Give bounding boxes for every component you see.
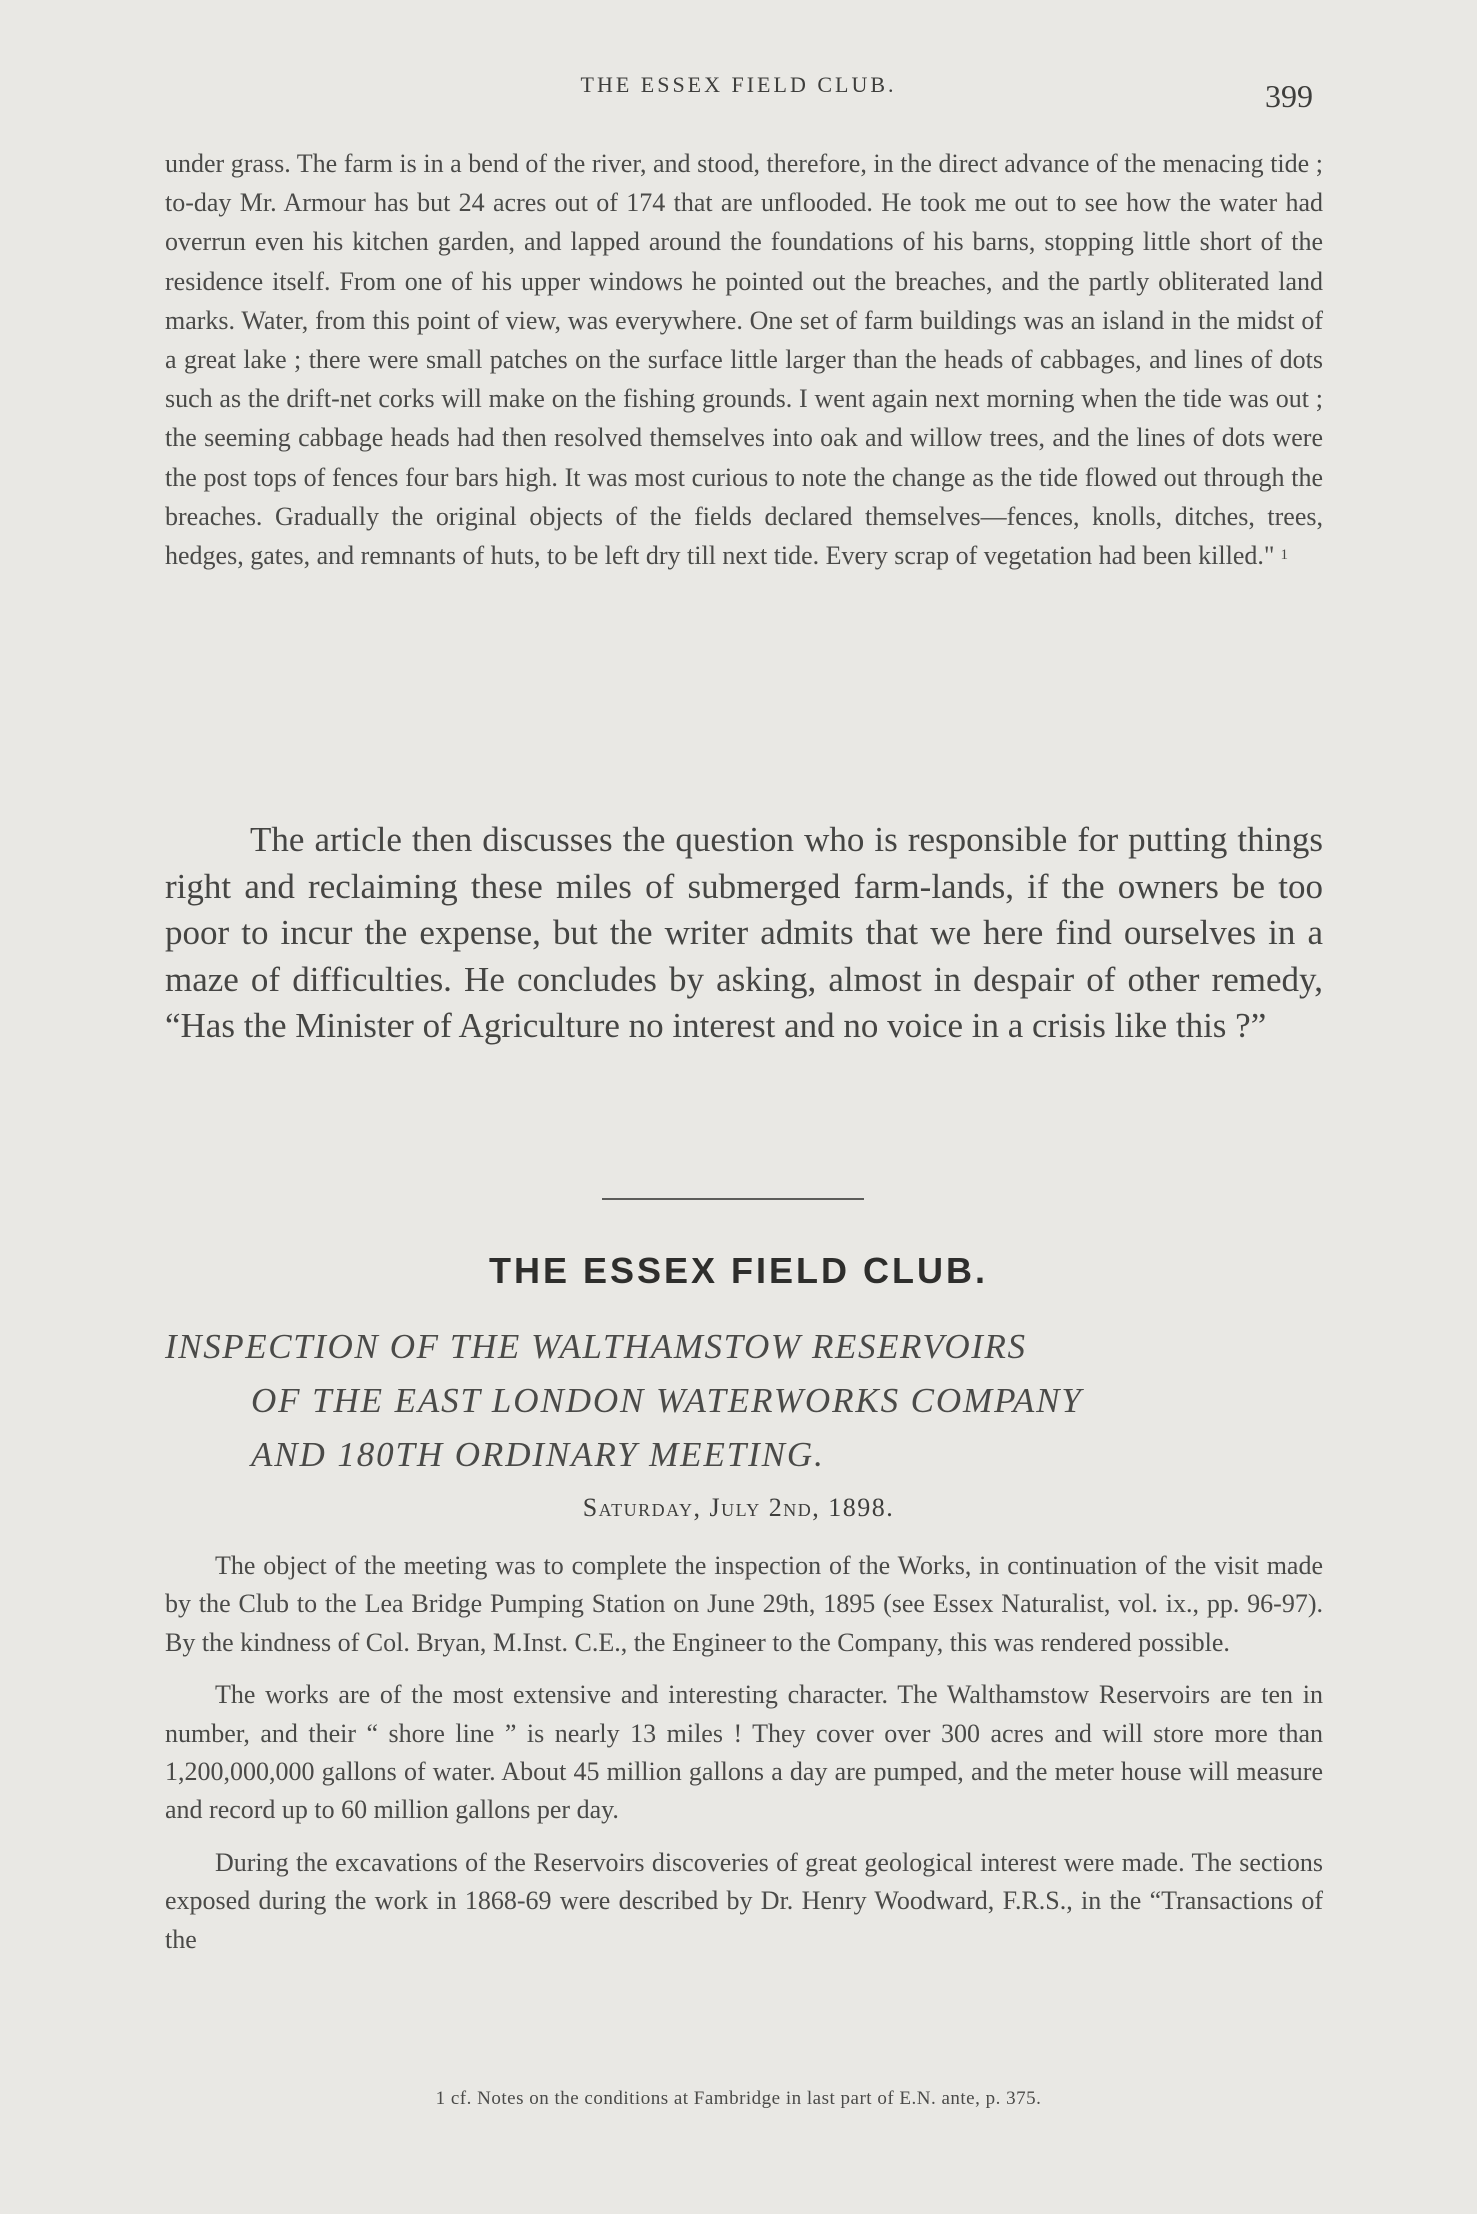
meeting-date: Saturday, July 2nd, 1898. xyxy=(582,1493,895,1522)
article-paragraph: The article then discusses the question who is responsible for putting things right and reclaiming these miles of submerged farm-lands, if the owners be too poor to incur the expense, but the writer admits that we here find ourselves in a maze of difficulties. He concludes by asking, almost in despair of other remedy, “Has the Minister of Agriculture no interest and no voice in a crisis like this ?” xyxy=(165,820,1323,1045)
article-summary xyxy=(165,817,1323,1050)
footnote-reference: 1 xyxy=(1280,547,1289,564)
section-divider xyxy=(602,1198,864,1200)
page-number: 399 xyxy=(1265,78,1313,114)
quoted-passage xyxy=(165,144,1323,575)
meeting-report xyxy=(165,1547,1323,1973)
running-title: THE ESSEX FIELD CLUB. xyxy=(580,72,897,97)
section-subtitle xyxy=(165,1320,1325,1482)
section-title: THE ESSEX FIELD CLUB. xyxy=(488,1250,989,1291)
quote-text: under grass. The farm is in a bend of the river, and stood, therefore, in the direct advance of the menacing tide ; to-day Mr. Armour has but 24 acres out of 174 that are unflooded. He took me out to see how the water had overrun even his kitchen garden, and lapped around the foundations of his barns, stopping little short of the residence itself. From one of his upper windows he pointed out the breaches, and the partly obliterated land marks. Water, from this point of view, was everywhere. One set of farm buildings was an island in the midst of a great lake ; there were small patches on the surface little larger than the heads of cabbages, and lines of dots such as the drift-net corks will make on the fishing grounds. I went again next morning when the tide was out ; the seeming cabbage heads had then resolved themselves into oak and willow trees, and the lines of dots were the post tops of fences four bars high. It was most curious to note the change as the tide flowed out through the breaches. Gradually the original objects of the fields declared themselves—fences, knolls, ditches, trees, hedges, gates, and remnants of huts, to be left dry till next tide. Every scrap of vegetation had been killed." xyxy=(165,149,1323,571)
subtitle-line-2: OF THE EAST LONDON WATERWORKS COMPANY xyxy=(251,1381,1083,1420)
body-paragraph-1: The object of the meeting was to complete the inspection of the Works, in continuation of the visit made by the Club to the Lea Bridge Pumping Station on June 29th, 1895 (see Essex Naturalist, vol. ix., pp. 96-97). By the kindness of Col. Bryan, M.Inst. C.E., the Engineer to the Company, this was rendered possible. xyxy=(165,1551,1323,1657)
body-paragraph-3: During the excavations of the Reservoirs discoveries of great geological interest were made. The sections exposed during the work in 1868-69 were described by Dr. Henry Woodward, F.R.S., in the “Transactions of the xyxy=(165,1847,1323,1954)
body-paragraph-2: The works are of the most extensive and interesting character. The Walthamstow Reservoirs are ten in number, and their “ shore line ” is nearly 13 miles ! They cover over 300 acres and will store more than 1,200,000,000 gallons of water. About 45 million gallons a day are pumped, and the meter house will measure and record up to 60 million gallons per day. xyxy=(165,1680,1323,1825)
subtitle-line-3: AND 180TH ORDINARY MEETING. xyxy=(251,1435,825,1474)
subtitle-line-1: INSPECTION OF THE WALTHAMSTOW RESERVOIRS xyxy=(165,1327,1027,1366)
footnote: 1 cf. Notes on the conditions at Fambridge in last part of E.N. ante, p. 375. xyxy=(435,2088,1042,2109)
